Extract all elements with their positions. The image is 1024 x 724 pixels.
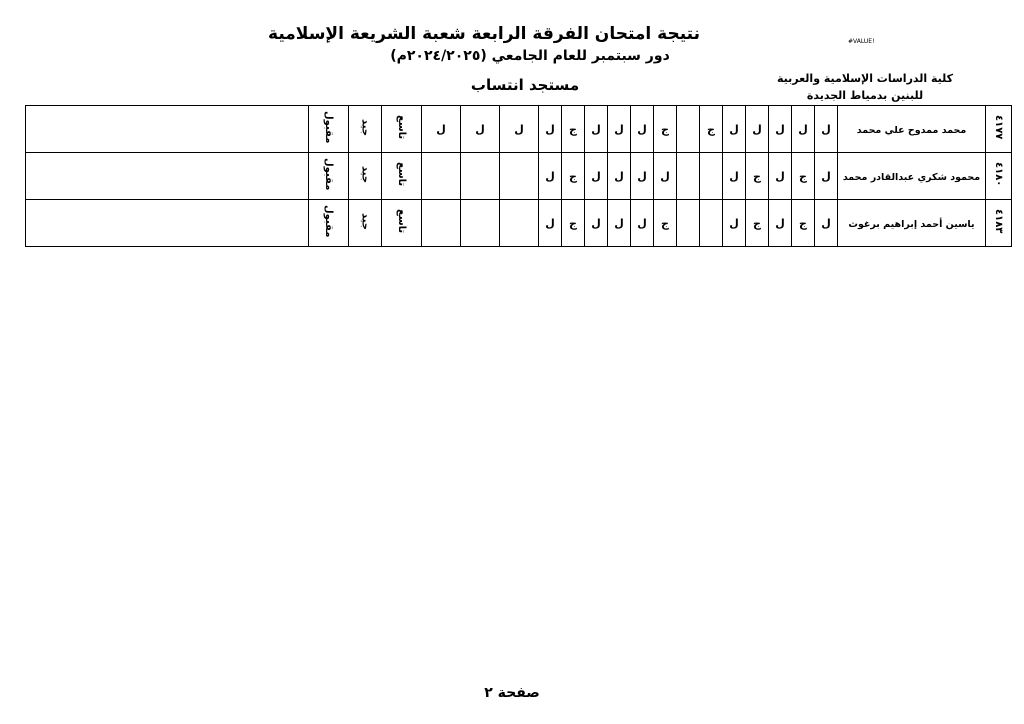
grade-cell-text: ل bbox=[545, 122, 555, 136]
grade-cell bbox=[746, 153, 769, 200]
grade-cell bbox=[746, 200, 769, 247]
grade-cell bbox=[608, 153, 631, 200]
grade-cell-text: ل bbox=[514, 122, 524, 136]
page-number: صفحة ٢ bbox=[484, 685, 540, 701]
total-cell bbox=[382, 200, 422, 247]
grade-cell-text: ل bbox=[821, 169, 831, 183]
result-cell-text: مقبول bbox=[323, 158, 334, 191]
total-cell bbox=[382, 106, 422, 153]
rating-cell bbox=[349, 200, 382, 247]
total-cell-text: تاسع bbox=[396, 115, 407, 140]
grade-cell-text: ل bbox=[821, 122, 831, 136]
grade-cell bbox=[723, 200, 746, 247]
grade-cell bbox=[792, 153, 815, 200]
student-name-cell bbox=[838, 153, 986, 200]
grade-cell bbox=[769, 153, 792, 200]
notes-cell bbox=[26, 153, 309, 200]
grade-cell bbox=[815, 106, 838, 153]
grade-cell bbox=[792, 200, 815, 247]
seat-number-cell-text: ٤١٧٧ bbox=[993, 115, 1004, 140]
results-table bbox=[25, 105, 1012, 247]
notes-cell bbox=[26, 200, 309, 247]
grade-cell bbox=[539, 106, 562, 153]
grade-cell bbox=[608, 200, 631, 247]
grade-cell bbox=[723, 106, 746, 153]
result-cell bbox=[309, 153, 349, 200]
grade-cell-text: ج bbox=[707, 122, 715, 136]
total-cell-text: تاسع bbox=[396, 162, 407, 187]
grade-cell-text: ل bbox=[775, 169, 785, 183]
grade-cell-text: ل bbox=[660, 169, 670, 183]
category-label: مستجد انتساب bbox=[470, 76, 580, 94]
grade-cell bbox=[539, 200, 562, 247]
grade-cell-text: ل bbox=[614, 122, 624, 136]
grade-cell bbox=[654, 153, 677, 200]
grade-cell-text: ل bbox=[775, 216, 785, 230]
grade-cell-text: ل bbox=[729, 122, 739, 136]
rating-cell-text: جيد bbox=[359, 165, 371, 184]
student-name-cell-text: محمود شكري عبدالقادر محمد bbox=[842, 171, 981, 183]
grade-cell bbox=[700, 106, 723, 153]
result-cell-text: مقبول bbox=[323, 205, 334, 238]
grade-cell-text: ل bbox=[591, 122, 601, 136]
page-subtitle: دور سبتمبر للعام الجامعي (٢٠٢٤/٢٠٢٥م) bbox=[390, 48, 670, 64]
grade-cell-text: ج bbox=[661, 216, 669, 230]
result-cell bbox=[309, 200, 349, 247]
grade-cell bbox=[500, 153, 539, 200]
student-name-cell-text: ياسين أحمد إبراهيم برغوث bbox=[848, 218, 975, 230]
value-error-tag: #VALUE! bbox=[848, 38, 875, 45]
grade-cell bbox=[723, 153, 746, 200]
grade-cell-text: ل bbox=[614, 169, 624, 183]
grade-cell-text: ج bbox=[569, 122, 577, 136]
total-cell bbox=[382, 153, 422, 200]
grade-cell bbox=[700, 200, 723, 247]
grade-cell bbox=[631, 153, 654, 200]
seat-number-cell bbox=[986, 153, 1012, 200]
grade-cell bbox=[585, 200, 608, 247]
grade-cell bbox=[500, 106, 539, 153]
grade-cell-text: ل bbox=[637, 122, 647, 136]
seat-number-cell bbox=[986, 106, 1012, 153]
grade-cell bbox=[677, 200, 700, 247]
rating-cell bbox=[349, 153, 382, 200]
seat-number-cell bbox=[986, 200, 1012, 247]
grade-cell bbox=[562, 153, 585, 200]
college-line-2: للبنين بدمياط الجديدة bbox=[806, 89, 924, 102]
grade-cell-text: ج bbox=[753, 169, 761, 183]
grade-cell bbox=[677, 153, 700, 200]
grade-cell bbox=[792, 106, 815, 153]
grade-cell-text: ل bbox=[798, 122, 808, 136]
grade-cell bbox=[500, 200, 539, 247]
grade-cell bbox=[815, 200, 838, 247]
grade-cell-text: ل bbox=[637, 169, 647, 183]
total-cell-text: تاسع bbox=[396, 209, 407, 234]
rating-cell-text: جيد bbox=[359, 212, 371, 231]
grade-cell-text: ل bbox=[729, 216, 739, 230]
grade-cell-text: ل bbox=[475, 122, 485, 136]
grade-cell bbox=[654, 200, 677, 247]
student-name-cell-text: محمد ممدوح علي محمد bbox=[856, 124, 967, 136]
table-row bbox=[26, 200, 1012, 247]
notes-cell bbox=[26, 106, 309, 153]
student-name-cell bbox=[838, 106, 986, 153]
grade-cell bbox=[562, 106, 585, 153]
seat-number-cell-text: ٤١٨٣ bbox=[993, 209, 1004, 234]
result-cell bbox=[309, 106, 349, 153]
rating-cell-text: جيد bbox=[359, 118, 371, 137]
grade-cell bbox=[631, 200, 654, 247]
table-row bbox=[26, 106, 1012, 153]
grade-cell-text: ج bbox=[799, 169, 807, 183]
grade-cell bbox=[654, 106, 677, 153]
grade-cell bbox=[677, 106, 700, 153]
grade-cell-text: ل bbox=[729, 169, 739, 183]
grade-cell-text: ل bbox=[545, 169, 555, 183]
grade-cell-text: ل bbox=[614, 216, 624, 230]
result-cell-text: مقبول bbox=[323, 111, 334, 144]
grade-cell bbox=[461, 153, 500, 200]
page-title: نتيجة امتحان الفرقة الرابعة شعبة الشريعة الإسلامية bbox=[268, 24, 700, 44]
grade-cell bbox=[422, 153, 461, 200]
college-name bbox=[770, 70, 960, 104]
student-name-cell bbox=[838, 200, 986, 247]
grade-cell-text: ج bbox=[569, 169, 577, 183]
seat-number-cell-text: ٤١٨٠ bbox=[993, 162, 1004, 187]
grade-cell bbox=[631, 106, 654, 153]
grade-cell bbox=[422, 200, 461, 247]
grade-cell-text: ج bbox=[569, 216, 577, 230]
grade-cell-text: ل bbox=[637, 216, 647, 230]
grade-cell bbox=[461, 106, 500, 153]
grade-cell bbox=[539, 153, 562, 200]
grade-cell bbox=[461, 200, 500, 247]
grade-cell bbox=[608, 106, 631, 153]
grade-cell-text: ل bbox=[545, 216, 555, 230]
table-row bbox=[26, 153, 1012, 200]
grade-cell-text: ج bbox=[753, 216, 761, 230]
grade-cell bbox=[769, 106, 792, 153]
grade-cell bbox=[746, 106, 769, 153]
grade-cell bbox=[700, 153, 723, 200]
grade-cell bbox=[815, 153, 838, 200]
grade-cell bbox=[585, 106, 608, 153]
grade-cell-text: ل bbox=[821, 216, 831, 230]
grade-cell-text: ل bbox=[752, 122, 762, 136]
grade-cell-text: ل bbox=[775, 122, 785, 136]
grade-cell bbox=[562, 200, 585, 247]
college-line-1: كلية الدراسات الإسلامية والعربية bbox=[776, 72, 954, 85]
grade-cell-text: ل bbox=[591, 169, 601, 183]
grade-cell-text: ج bbox=[661, 122, 669, 136]
grade-cell-text: ل bbox=[436, 122, 446, 136]
grade-cell bbox=[585, 153, 608, 200]
rating-cell bbox=[349, 106, 382, 153]
grade-cell-text: ج bbox=[799, 216, 807, 230]
grade-cell bbox=[422, 106, 461, 153]
grade-cell-text: ل bbox=[591, 216, 601, 230]
grade-cell bbox=[769, 200, 792, 247]
